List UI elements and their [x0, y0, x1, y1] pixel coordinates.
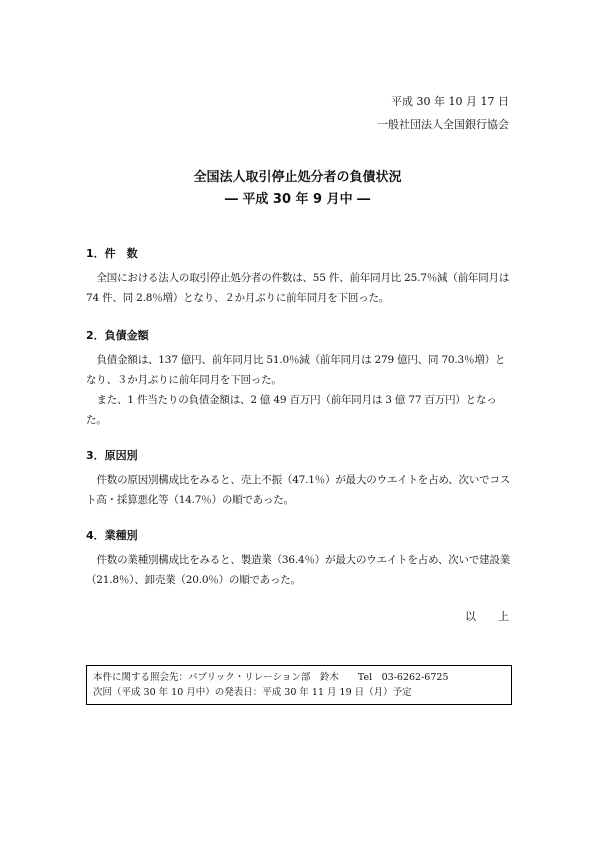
document-date: 平成 30 年 10 月 17 日 — [391, 95, 509, 108]
section-count — [86, 246, 514, 308]
section-paragraph: 全国における法人の取引停止処分者の件数は、55 件、前年同月比 25.7％減（前年同月は 74 件、同 2.8％増）となり、２か月ぶりに前年同月を下回った。 — [86, 272, 510, 304]
section-heading: 4．業種別 — [86, 529, 138, 542]
contact-line: 本件に関する照会先：パブリック・リレーション部 鈴木 Tel 03-6262-6725 — [93, 672, 449, 683]
section-by-industry — [86, 528, 514, 590]
section-by-cause — [86, 448, 514, 510]
contact-box — [86, 665, 512, 705]
section-paragraph: 件数の業種別構成比をみると、製造業（36.4％）が最大のウエイトを占め、次いで建設業（21.8％）、卸売業（20.0％）の順であった。 — [86, 554, 511, 586]
document-title: 全国法人取引停止処分者の負債状況 — [193, 170, 402, 185]
section-paragraph: 件数の原因別構成比をみると、売上不振（47.1％）が最大のウエイトを占め、次いでコスト高・採算悪化等（14.7％）の順であった。 — [86, 474, 511, 506]
section-heading: 2．負債金額 — [86, 329, 149, 342]
issuing-organization: 一般社団法人全国銀行協会 — [377, 118, 509, 131]
section-heading: 1．件 数 — [86, 247, 138, 260]
next-release-line: 次回（平成 30 年 10 月中）の発表日：平成 30 年 11 月 19 日（月）予定 — [93, 687, 412, 698]
closing-mark: 以 上 — [465, 610, 509, 623]
section-heading: 3．原因別 — [86, 449, 138, 462]
document-subtitle: ― 平成 30 年 9 月中 ― — [224, 192, 371, 207]
section-paragraph: また、1 件当たりの負債金額は、2 億 49 百万円（前年同月は 3 億 77 百万円）となった。 — [86, 394, 497, 426]
section-paragraph: 負債金額は、137 億円、前年同月比 51.0％減（前年同月は 279 億円、同 70.3％増）となり、３か月ぶりに前年同月を下回った。 — [86, 354, 506, 386]
section-debt-amount — [86, 328, 514, 430]
